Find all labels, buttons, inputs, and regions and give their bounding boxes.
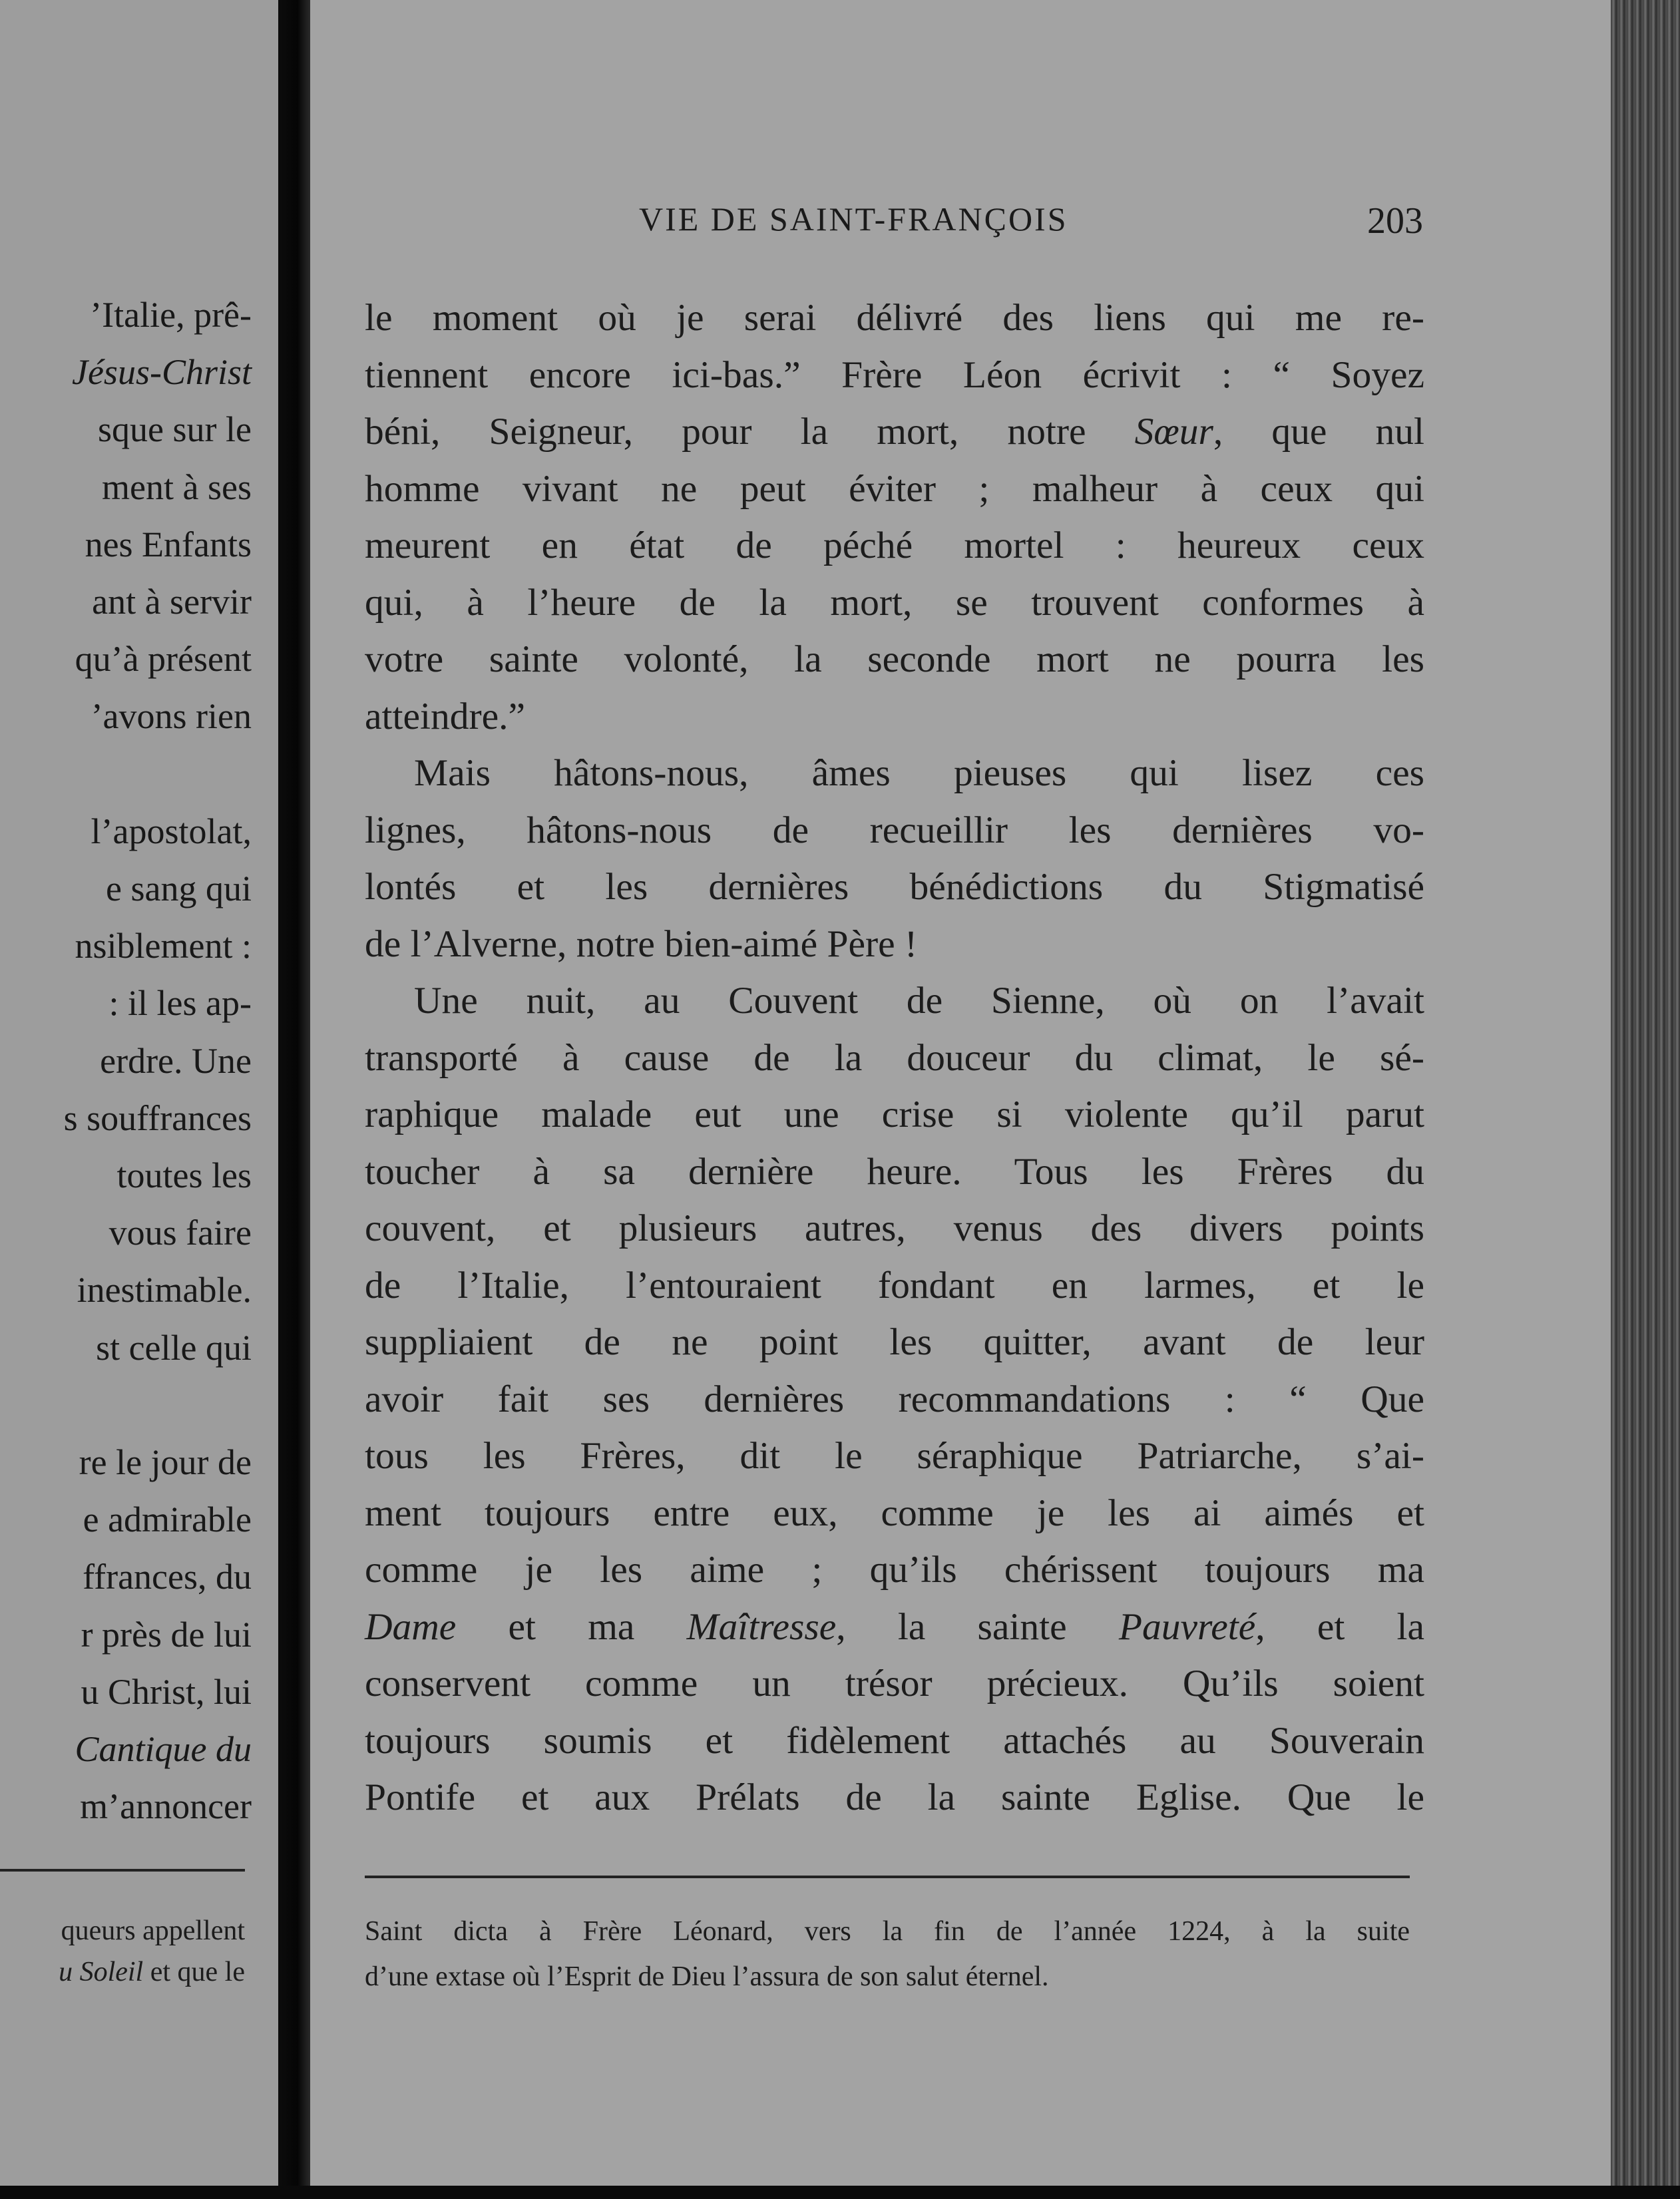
text-line: le moment où je serai délivré des liens qui me re- xyxy=(365,297,1424,339)
left-paragraph-gap xyxy=(0,745,252,803)
left-line: erdre. Une xyxy=(100,1040,252,1081)
footnote-line: d’une extase où l’Esprit de Dieu l’assura de son salut éternel. xyxy=(365,1961,1049,1992)
left-line: e admirable xyxy=(83,1499,252,1540)
left-line: : il les ap- xyxy=(108,983,252,1024)
left-footnote-line: u Soleil et que le xyxy=(59,1957,245,1987)
left-line: r près de lui xyxy=(81,1614,252,1655)
text-line: qui, à l’heure de la mort, se trouvent conformes à xyxy=(365,581,1424,624)
text-line: atteindre.” xyxy=(365,695,526,737)
left-footnote-line: queurs appellent xyxy=(61,1915,245,1946)
left-footnote-rule xyxy=(0,1869,245,1872)
text-line: Dame et ma Maîtresse, la sainte Pauvreté, et la xyxy=(365,1605,1424,1648)
left-line: e sang qui xyxy=(106,869,252,909)
text-line: votre sainte volonté, la seconde mort ne pourra les xyxy=(365,638,1424,680)
text-line: homme vivant ne peut éviter ; malheur à ceux qui xyxy=(365,467,1424,510)
text-line: Pontife et aux Prélats de la sainte Eglise. Que le xyxy=(365,1776,1424,1818)
text-line: de l’Alverne, notre bien-aimé Père ! xyxy=(365,922,918,965)
text-line: de l’Italie, l’entouraient fondant en larmes, et le xyxy=(365,1264,1424,1306)
left-line: ant à servir xyxy=(92,582,252,622)
left-line: vous faire xyxy=(108,1213,252,1253)
footnote-rule xyxy=(365,1876,1410,1878)
footnote-line: Saint dicta à Frère Léonard, vers la fin de l’année 1224, à la suite xyxy=(365,1916,1410,1947)
text-line: conservent comme un trésor précieux. Qu’ils soient xyxy=(365,1663,1424,1704)
body-text xyxy=(365,290,1424,1826)
left-line: toutes les xyxy=(116,1155,252,1196)
text-line: couvent, et plusieurs autres, venus des divers points xyxy=(365,1207,1424,1249)
text-line: tous les Frères, dit le séraphique Patriarche, s’ai- xyxy=(365,1435,1424,1477)
left-line-italic: Jésus-Christ xyxy=(72,352,252,393)
text-line: toujours soumis et fidèlement attachés au Souverain xyxy=(365,1719,1424,1762)
book-gutter xyxy=(278,0,310,2199)
left-line: ’avons rien xyxy=(91,696,252,737)
left-line: qu’à présent xyxy=(75,639,252,680)
left-line: s souffrances xyxy=(63,1098,252,1138)
text-line: toucher à sa dernière heure. Tous les Frères du xyxy=(365,1150,1424,1193)
left-line xyxy=(0,343,252,401)
text-line: ment toujours entre eux, comme je les ai aimés et xyxy=(365,1492,1424,1534)
left-line-italic: Cantique du xyxy=(75,1729,252,1770)
text-line: transporté à cause de la douceur du climat, le sé- xyxy=(365,1036,1424,1079)
left-facing-page xyxy=(0,0,278,2199)
text-line: Une nuit, au Couvent de Sienne, où on l’avait xyxy=(414,980,1424,1022)
text-line: comme je les aime ; qu’ils chérissent toujours ma xyxy=(365,1549,1424,1591)
text-line: avoir fait ses dernières recommandations : “ Que xyxy=(365,1378,1424,1420)
text-line: raphique malade eut une crise si violente qu’il parut xyxy=(365,1094,1424,1135)
left-line: l’apostolat, xyxy=(91,811,252,851)
page-number: 203 xyxy=(1367,200,1423,242)
scan-border xyxy=(0,2186,1680,2199)
text-line: Mais hâtons-nous, âmes pieuses qui lisez ces xyxy=(414,752,1424,794)
left-line: nes Enfants xyxy=(85,524,252,564)
left-line: sque sur le xyxy=(98,409,252,450)
text-line: suppliaient de ne point les quitter, avant de leur xyxy=(365,1321,1424,1363)
text-line: lignes, hâtons-nous de recueillir les dernières vo- xyxy=(365,809,1424,851)
left-line: nsiblement : xyxy=(75,926,252,966)
left-line: u Christ, lui xyxy=(81,1671,252,1712)
left-line: ment à ses xyxy=(102,467,252,507)
left-line: ’Italie, prê- xyxy=(90,295,252,335)
footnote xyxy=(365,1909,1410,1999)
left-page-text xyxy=(0,286,252,1835)
left-line: ffrances, du xyxy=(83,1557,252,1597)
left-line: re le jour de xyxy=(79,1442,252,1483)
text-line: tiennent encore ici-bas.” Frère Léon écrivit : “ Soyez xyxy=(365,353,1424,396)
text-line: lontés et les dernières bénédictions du Stigmatisé xyxy=(365,866,1424,908)
left-line: inestimable. xyxy=(77,1270,252,1310)
left-footnote xyxy=(59,1910,245,1993)
left-line xyxy=(0,1720,252,1778)
text-line: béni, Seigneur, pour la mort, notre Sœur, que nul xyxy=(365,411,1424,453)
left-line: st celle qui xyxy=(96,1327,252,1368)
page-edges xyxy=(1611,0,1680,2199)
left-line: m’annoncer xyxy=(80,1786,252,1827)
left-paragraph-gap xyxy=(0,1376,252,1434)
running-title: VIE DE SAINT-FRANÇOIS xyxy=(639,200,1068,238)
text-line: meurent en état de péché mortel : heureux ceux xyxy=(365,524,1424,566)
